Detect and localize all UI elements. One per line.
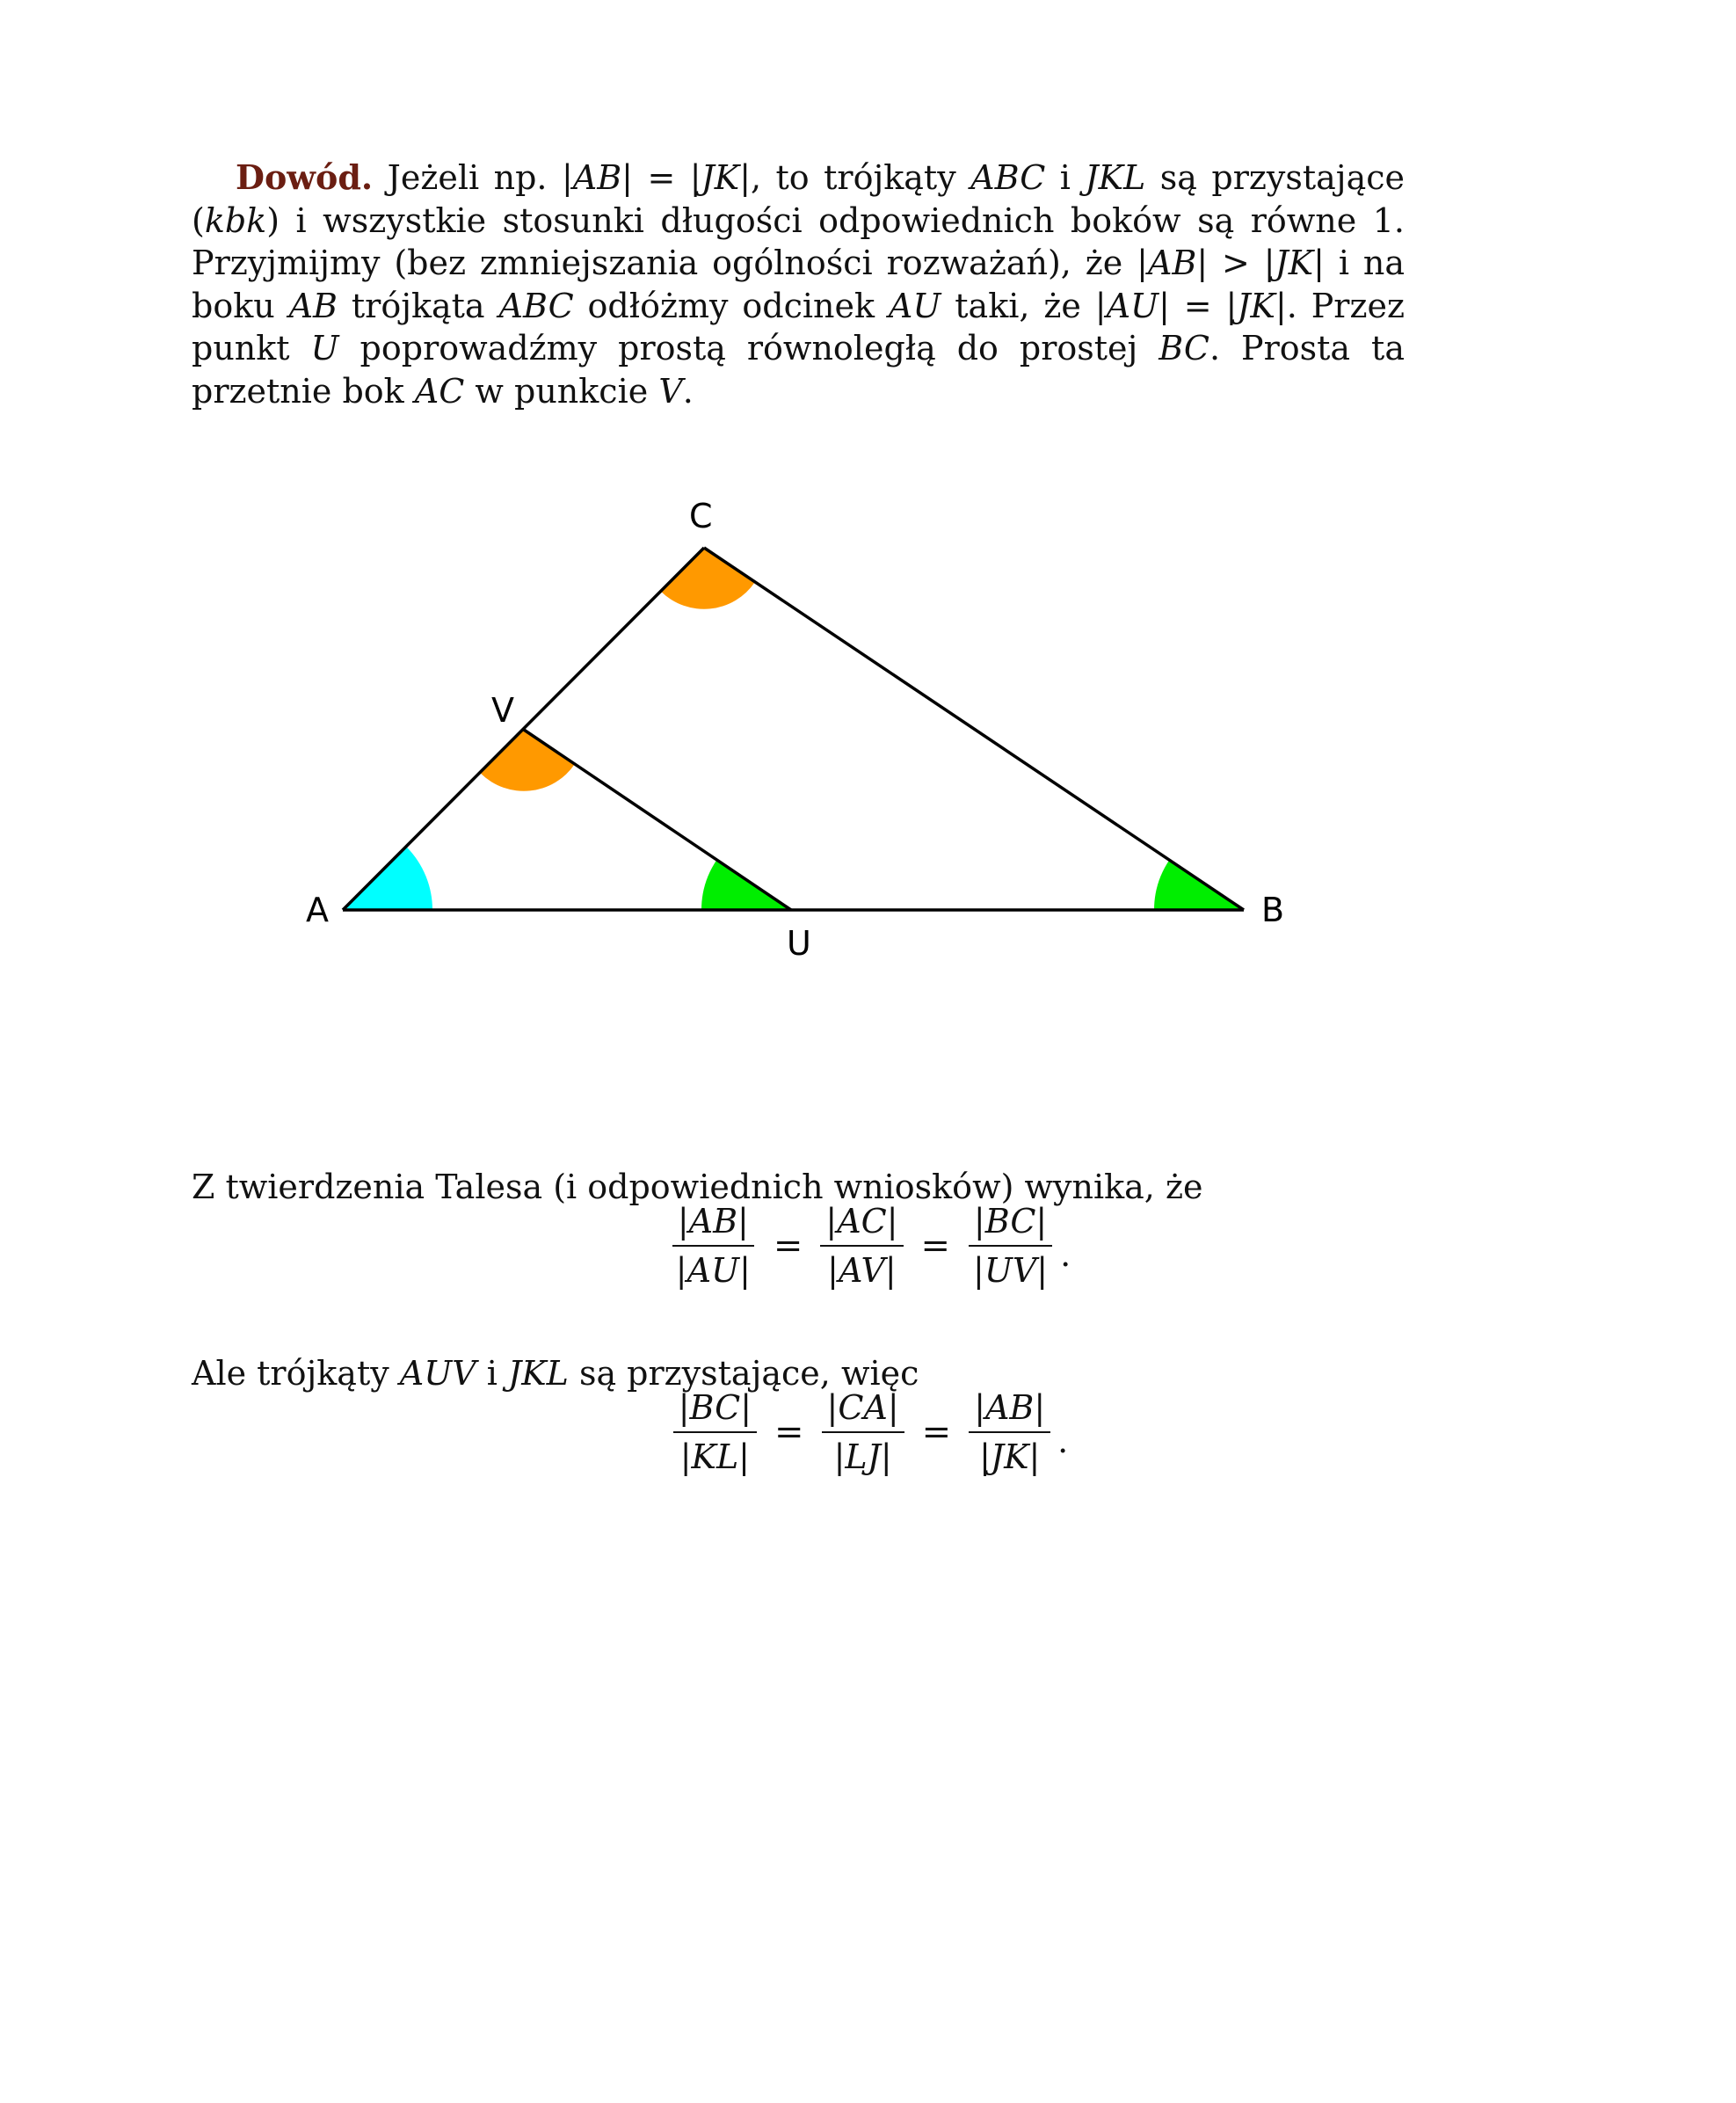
denominator: |LJ|: [833, 1437, 892, 1476]
numerator: |BC|: [969, 1201, 1052, 1247]
proof-text: taki, że |: [941, 286, 1107, 325]
fraction: [969, 1387, 1050, 1477]
math-symbol: JK: [701, 158, 740, 197]
math-symbol: JKL: [508, 1354, 569, 1393]
fraction: [968, 1201, 1053, 1291]
numerator: |AB|: [672, 1201, 754, 1247]
math-symbol: AU: [1106, 286, 1159, 325]
equals-sign: =: [773, 1226, 803, 1266]
proof-text: odłóżmy odcinek: [573, 286, 889, 325]
math-symbol: U: [310, 329, 339, 367]
side-ac: [343, 548, 704, 910]
vertex-label-v: V: [491, 691, 514, 730]
vertex-label-u: U: [787, 924, 811, 963]
math-symbol: BC: [1159, 329, 1209, 367]
denominator: |AV|: [827, 1251, 897, 1290]
math-symbol: AUV: [399, 1354, 476, 1393]
proof-text: . Prosta ta przetnie bok: [192, 329, 1405, 411]
denominator: |UV|: [973, 1251, 1049, 1290]
math-symbol: V: [658, 371, 683, 411]
proof-text: poprowadźmy prostą równoległą do prostej: [338, 329, 1159, 367]
numerator: |AC|: [820, 1201, 903, 1247]
denominator: |KL|: [679, 1437, 750, 1476]
equation-congruence: [0, 1387, 1736, 1477]
proof-text: trójkąta: [337, 286, 499, 325]
congruence-text: Ale trójkąty: [192, 1354, 400, 1393]
proof-text: |, to trójkąty: [739, 158, 971, 197]
numerator: |AB|: [969, 1387, 1050, 1433]
equation-tales: [0, 1201, 1736, 1291]
math-symbol: JK: [1237, 286, 1275, 325]
math-symbol: kbk: [204, 200, 267, 240]
fraction: [671, 1201, 756, 1291]
side-cb: [704, 548, 1244, 910]
equation-period: .: [1057, 1422, 1069, 1460]
numerator: |CA|: [822, 1387, 904, 1433]
proof-text: i: [1045, 158, 1086, 197]
math-symbol: AB: [288, 286, 338, 325]
fraction: [822, 1387, 904, 1477]
proof-paragraph: [192, 156, 1405, 412]
equals-sign: =: [921, 1412, 952, 1452]
fraction: [673, 1387, 757, 1477]
congruence-text: i: [476, 1354, 508, 1393]
math-symbol: ABC: [498, 286, 574, 325]
math-symbol: ABC: [970, 158, 1046, 197]
fraction: [820, 1201, 903, 1291]
proof-text: Jeżeli np. |: [373, 158, 573, 197]
math-symbol: JK: [1275, 244, 1314, 282]
proof-text: | = |: [1159, 286, 1238, 325]
math-symbol: AC: [414, 371, 465, 411]
proof-text: .: [682, 371, 694, 411]
segment-vu: [524, 730, 791, 910]
congruence-text: są przystające, więc: [568, 1354, 919, 1393]
angle-a-wedge: [343, 848, 432, 910]
equation-period: .: [1060, 1235, 1071, 1274]
math-symbol: JKL: [1085, 158, 1146, 197]
proof-text: | = |: [621, 158, 701, 197]
denominator: |AU|: [675, 1251, 751, 1290]
angle-v-wedge: [481, 730, 575, 791]
equals-sign: =: [920, 1226, 951, 1266]
proof-text: są przystające (: [192, 158, 1405, 240]
denominator: |JK|: [979, 1437, 1041, 1476]
proof-text: | i na boku: [192, 244, 1405, 325]
vertex-label-a: A: [306, 891, 329, 929]
triangle-figure: [264, 475, 1389, 967]
math-symbol: AU: [888, 286, 941, 325]
math-symbol: AB: [572, 158, 622, 197]
proof-text: w punkcie: [464, 371, 659, 411]
proof-text: |. Przez punkt: [192, 286, 1405, 367]
equals-sign: =: [774, 1412, 804, 1452]
tales-intro: Z twierdzenia Talesa (i odpowiednich wniosków) wynika, że: [192, 1168, 1203, 1206]
proof-heading: Dowód.: [236, 157, 374, 197]
proof-text: ) i wszystkie stosunki długości odpowiednich boków są równe 1. Przyjmijmy (bez zmniejszania ogólności rozważań), że |: [192, 200, 1405, 282]
proof-text: | > |: [1196, 244, 1275, 282]
math-symbol: AB: [1147, 244, 1197, 282]
vertex-label-c: C: [689, 497, 713, 535]
numerator: |BC|: [673, 1387, 757, 1433]
vertex-label-b: B: [1261, 891, 1285, 929]
